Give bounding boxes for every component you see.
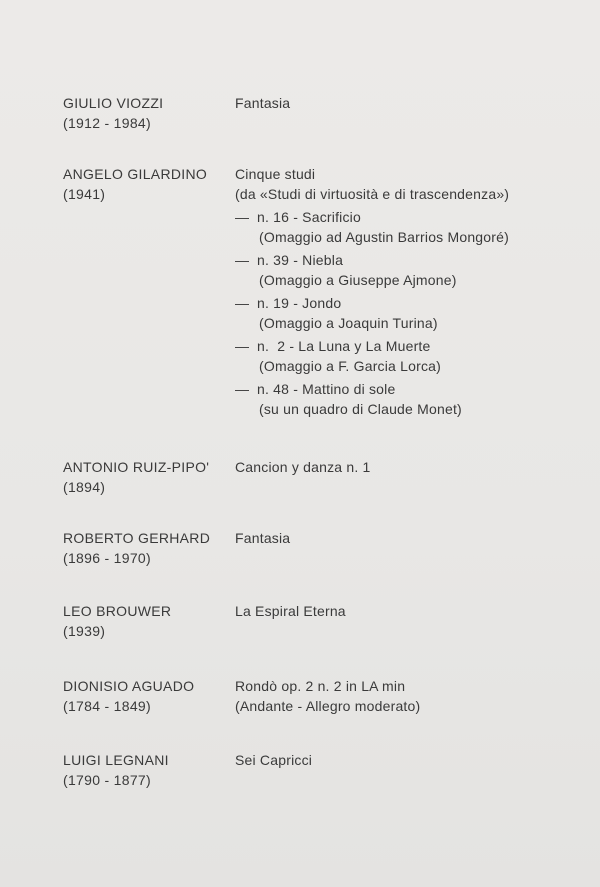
composer-name: ROBERTO GERHARD bbox=[63, 530, 211, 546]
study-title: n. 16 - Sacrificio bbox=[257, 209, 361, 225]
work-title: Fantasia bbox=[235, 530, 291, 546]
composer-name: LUIGI LEGNANI bbox=[63, 752, 169, 768]
composer-dates: (1896 - 1970) bbox=[63, 550, 151, 566]
composer-name: GIULIO VIOZZI bbox=[63, 95, 164, 111]
study-title: n. 19 - Jondo bbox=[257, 295, 342, 311]
study-title: n. 48 - Mattino di sole bbox=[257, 381, 396, 397]
dash-mark: — bbox=[235, 295, 250, 311]
work-block bbox=[235, 93, 290, 113]
study-dedication: (su un quadro di Claude Monet) bbox=[259, 401, 462, 417]
dash-mark: — bbox=[235, 209, 250, 225]
work-block bbox=[235, 676, 420, 716]
work-block bbox=[235, 528, 290, 548]
study-item bbox=[235, 207, 509, 247]
work-block bbox=[235, 601, 346, 621]
composer-block bbox=[63, 601, 171, 641]
composer-block bbox=[63, 164, 207, 204]
work-block bbox=[235, 164, 509, 419]
work-block bbox=[235, 750, 312, 770]
work-title: Fantasia bbox=[235, 95, 291, 111]
work-title: Cinque studi bbox=[235, 166, 316, 182]
work-title: La Espiral Eterna bbox=[235, 603, 346, 619]
study-title: n. 2 - La Luna y La Muerte bbox=[257, 338, 431, 354]
study-dedication: (Omaggio a Giuseppe Ajmone) bbox=[259, 272, 457, 288]
composer-block bbox=[63, 750, 169, 790]
composer-name: ANGELO GILARDINO bbox=[63, 166, 208, 182]
composer-block bbox=[63, 528, 210, 568]
composer-name: ANTONIO RUIZ-PIPO' bbox=[63, 459, 210, 475]
work-block bbox=[235, 457, 371, 477]
composer-block bbox=[63, 93, 163, 133]
composer-dates: (1912 - 1984) bbox=[63, 115, 151, 131]
study-item bbox=[235, 336, 509, 376]
study-item bbox=[235, 379, 509, 419]
composer-dates: (1941) bbox=[63, 186, 106, 202]
composer-block bbox=[63, 457, 209, 497]
composer-name: DIONISIO AGUADO bbox=[63, 678, 195, 694]
dash-mark: — bbox=[235, 338, 250, 354]
study-title: n. 39 - Niebla bbox=[257, 252, 344, 268]
work-title: Sei Capricci bbox=[235, 752, 313, 768]
study-item bbox=[235, 293, 509, 333]
composer-name: LEO BROUWER bbox=[63, 603, 172, 619]
work-title: Cancion y danza n. 1 bbox=[235, 459, 371, 475]
composer-dates: (1939) bbox=[63, 623, 106, 639]
composer-block bbox=[63, 676, 194, 716]
work-subtitle: (Andante - Allegro moderato) bbox=[235, 698, 421, 714]
study-item bbox=[235, 250, 509, 290]
composer-dates: (1894) bbox=[63, 479, 106, 495]
composer-dates: (1784 - 1849) bbox=[63, 698, 151, 714]
dash-mark: — bbox=[235, 252, 250, 268]
composer-dates: (1790 - 1877) bbox=[63, 772, 151, 788]
study-dedication: (Omaggio a F. Garcia Lorca) bbox=[259, 358, 442, 374]
dash-mark: — bbox=[235, 381, 250, 397]
study-dedication: (Omaggio ad Agustin Barrios Mongoré) bbox=[259, 229, 509, 245]
work-subtitle: (da «Studi di virtuosità e di trascendenza») bbox=[235, 186, 510, 202]
study-dedication: (Omaggio a Joaquin Turina) bbox=[259, 315, 438, 331]
work-title: Rondò op. 2 n. 2 in LA min bbox=[235, 678, 406, 694]
